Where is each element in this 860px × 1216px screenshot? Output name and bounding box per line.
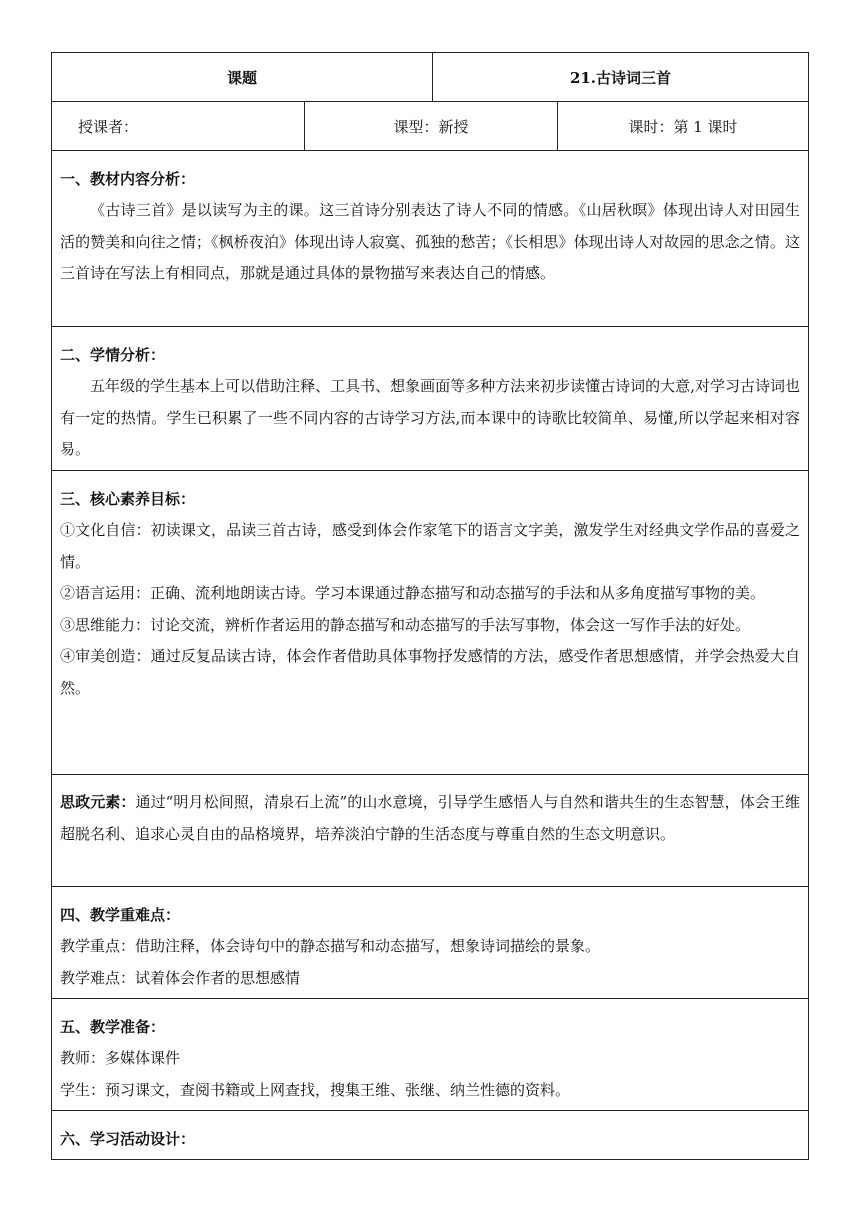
- goals-section: [52, 471, 808, 775]
- keypoint-item: 教学难点：试着体会作者的思想感情: [60, 968, 301, 987]
- goal-item: ②语言运用：正确、流利地朗读古诗。学习本课通过静态描写和动态描写的手法和从多角度描写事物的美。: [60, 584, 766, 602]
- lesson-plan-table: [51, 52, 809, 1160]
- ideology-paragraph: [60, 787, 800, 850]
- analysis-body: 《古诗三首》是以读写为主的课。这三首诗分别表达了诗人不同的情感。《山居秋暝》体现出诗人对田园生活的赞美和向往之情；《枫桥夜泊》体现出诗人寂寞、孤独的愁苦；《长相思》体现出诗人对故园的思念之情。这三首诗在写法上有相同点，那就是通过具体的景物描写来表达自己的情感。: [60, 201, 800, 282]
- ideology-section: [52, 775, 808, 887]
- prep-item: 教师：多媒体课件: [60, 1049, 181, 1067]
- ideology-label: 思政元素：: [60, 793, 136, 811]
- lesson-hours-cell: 课时：第 1 课时: [557, 102, 808, 150]
- prep-item: 学生：预习课文，查阅书籍或上网查找，搜集王维、张继、纳兰性德的资料。: [60, 1080, 571, 1099]
- prep-title: 五、教学准备：: [60, 1018, 166, 1036]
- topic-label: 课题: [226, 68, 257, 87]
- goals-title: 三、核心素养目标：: [60, 490, 196, 508]
- students-title: 二、学情分析：: [60, 346, 166, 364]
- keypoint-item: 教学重点：借助注释，体会诗句中的静态描写和动态描写，想象诗词描绘的景象。: [60, 937, 601, 955]
- students-section: [52, 327, 808, 471]
- goal-item: ③思维能力：讨论交流，辨析作者运用的静态描写和动态描写的手法写事物，体会这一写作手法的好处。: [60, 615, 751, 634]
- goal-item: ①文化自信：初读课文，品读三首古诗，感受到体会作家笔下的语言文字美，激发学生对经典文学作品的喜爱之情。: [60, 521, 800, 571]
- prep-section: [52, 999, 808, 1111]
- goal-item: ④审美创造：通过反复品读古诗，体会作者借助具体事物抒发感情的方法，感受作者思想感情，并学会热爱大自然。: [60, 647, 800, 697]
- topic-row: [52, 53, 808, 102]
- teacher-cell: 授课者：: [78, 117, 139, 136]
- keypoints-section: [52, 887, 808, 999]
- activities-section: [52, 1111, 808, 1159]
- analysis-title: 一、教材内容分析：: [60, 170, 196, 188]
- activities-title: 六、学习活动设计：: [60, 1130, 196, 1148]
- students-body: 五年级的学生基本上可以借助注释、工具书、想象画面等多种方法来初步读懂古诗词的大意,对学习古诗词也有一定的热情。学生已积累了一些不同内容的古诗学习方法,而本课中的诗歌比较简单、易懂,所以学起来相对容易。: [60, 377, 800, 458]
- analysis-section: [52, 151, 808, 327]
- meta-row: [52, 102, 808, 151]
- topic-value: 21.古诗词三首: [432, 53, 808, 101]
- keypoints-title: 四、教学重难点：: [60, 906, 181, 924]
- ideology-body: 通过“明月松间照，清泉石上流”的山水意境，引导学生感悟人与自然和谐共生的生态智慧，体会王维超脱名利、追求心灵自由的品格境界，培养淡泊宁静的生活态度与尊重自然的生态文明意识。: [60, 793, 800, 843]
- lesson-type-cell: 课型：新授: [304, 102, 557, 150]
